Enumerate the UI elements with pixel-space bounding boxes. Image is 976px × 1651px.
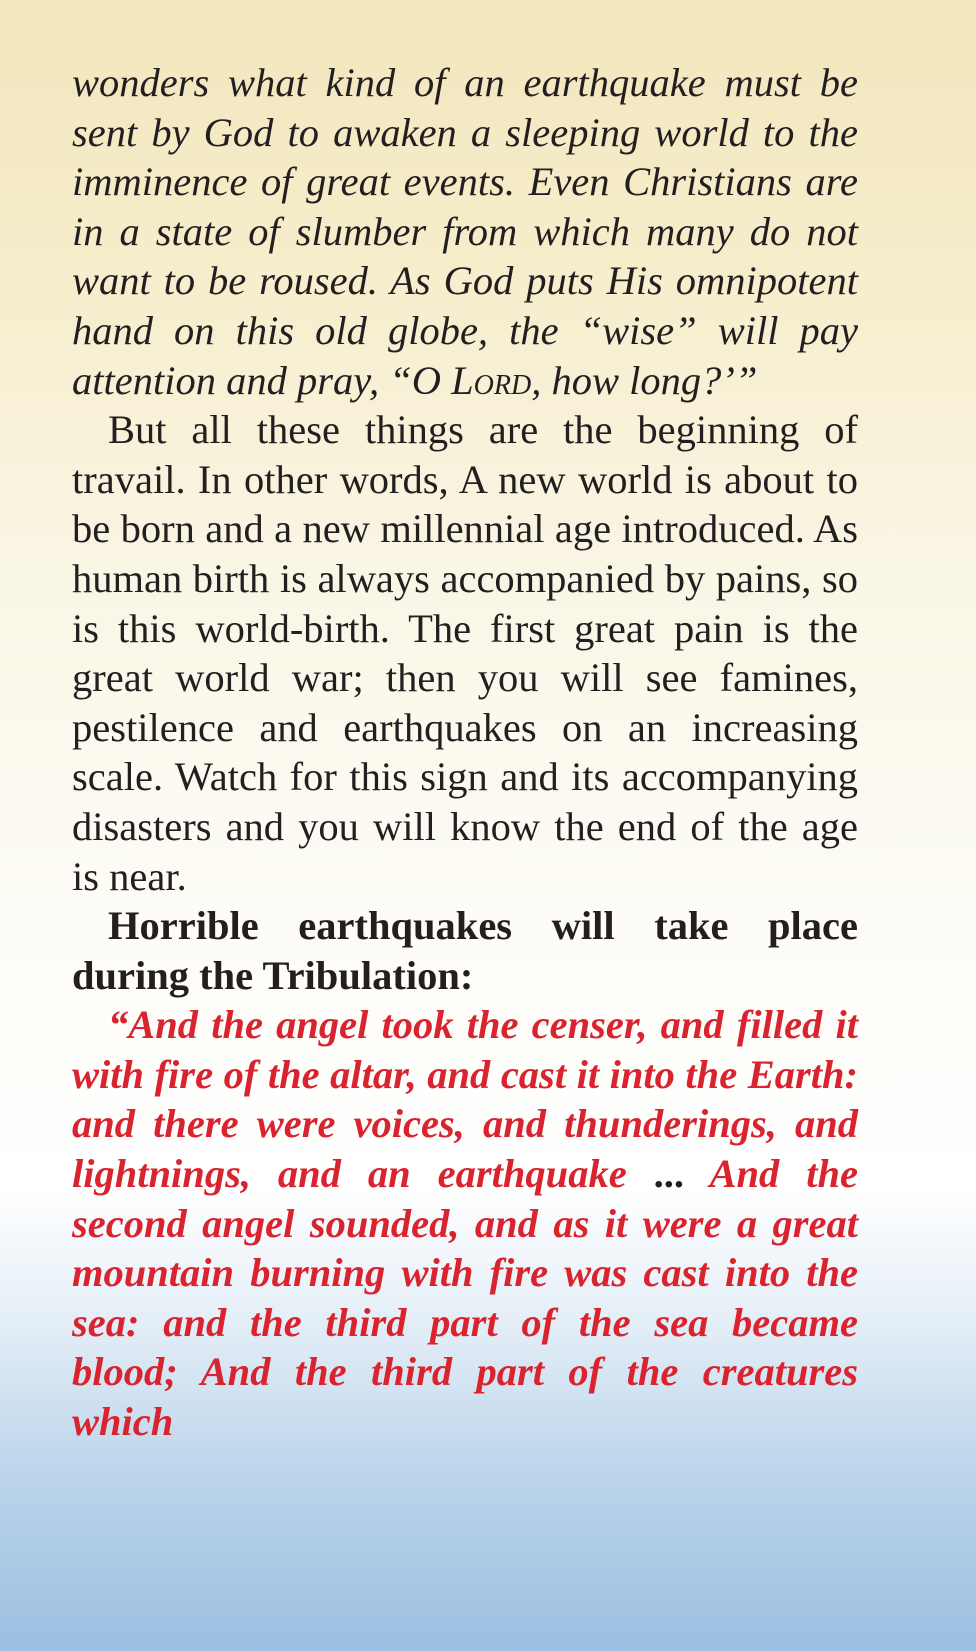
scripture-part-1: “And the angel took the censer, and filled it with fire of the altar, and cast it into the Earth: and there were voices, and thunderings, and lightnings, and an earthquake <box>72 1002 858 1197</box>
body-paragraph: But all these things are the beginning of travail. In other words, A new world is about to be born and a new millennial age introduced. As human birth is always accompanied by pains, so is this world-birth. The first great pain is the great world war; then you will see famines, pestilence and earthquakes on an increasing scale. Watch for this sign and its accompanying disasters and you will know the end of the age is near. <box>72 407 858 899</box>
scripture-part-2: And the second angel sounded, and as it were a great mountain burning with fire was cast into the sea: and the third part of the sea became blood; And the third part of the creatures which <box>72 1151 859 1445</box>
page-content <box>72 58 858 1447</box>
scripture-ellipsis: ... <box>653 1151 685 1197</box>
quoted-paragraph <box>72 58 858 405</box>
scripture-quote <box>72 1000 858 1446</box>
section-heading: Horrible earthquakes will take place during the Tribulation: <box>72 903 858 998</box>
quoted-paragraph-text-a: wonders what kind of an earthquake must be sent by God to awaken a sleeping world to the imminence of great events. Even Christians are in a state of slumber from which many do not want to be roused. As God puts His omnipotent hand on this old globe, the “wise” will pay attention and pray, “O <box>72 60 858 403</box>
lord-smallcaps: Lord <box>451 357 532 403</box>
quoted-paragraph-text-b: , how long?’” <box>531 357 758 403</box>
